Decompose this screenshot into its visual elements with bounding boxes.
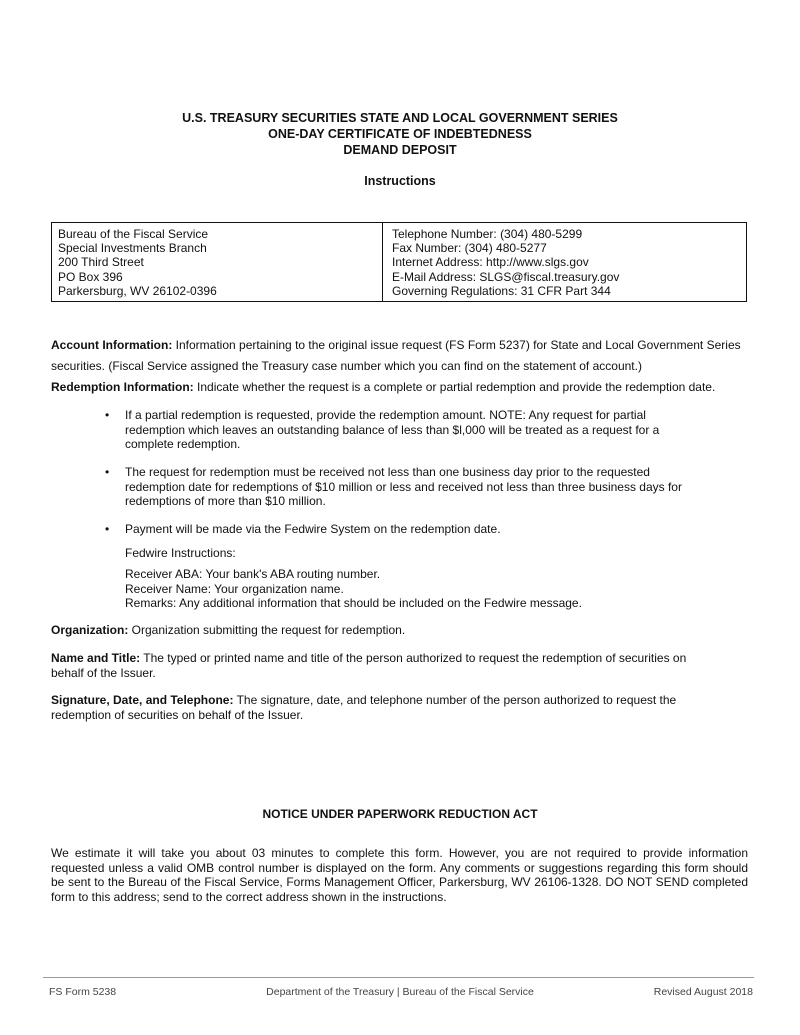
box-divider — [382, 223, 383, 301]
footer-agency: Department of the Treasury | Bureau of the Fiscal Service — [266, 986, 534, 998]
organization-text: Organization submitting the request for redemption. — [128, 623, 406, 637]
document-title-line-2: ONE-DAY CERTIFICATE OF INDEBTEDNESS — [268, 127, 532, 141]
bullet-icon: • — [105, 522, 110, 536]
account-information-text: Information pertaining to the original issue request (FS Form 5237) for State and Local Government Series — [172, 338, 741, 352]
paperwork-notice-text: We estimate it will take you about 03 minutes to complete this form. However, you are not required to provide information requested unless a valid OMB control number is displayed on the form. Any comments or suggestions regarding this form should be sent to the Bureau of the Fiscal Service, Forms Management Officer, Parkersburg, WV 26106-1328. DO NOT SEND completed form to this address; send to the correct address shown in the instructions. — [51, 846, 748, 904]
bullet-icon: • — [105, 465, 110, 479]
redemption-information-label: Redemption Information: — [51, 380, 194, 394]
fedwire-receiver-name: Receiver Name: Your organization name. — [125, 581, 344, 596]
organization-section — [51, 623, 751, 638]
document-title-line-1: U.S. TREASURY SECURITIES STATE AND LOCAL GOVERNMENT SERIES — [182, 111, 618, 125]
footer-divider — [43, 977, 754, 978]
fedwire-receiver-aba: Receiver ABA: Your bank's ABA routing number. — [125, 567, 381, 581]
instructions-heading: Instructions — [364, 174, 436, 188]
account-information-label: Account Information: — [51, 338, 173, 352]
fedwire-heading: Fedwire Instructions: — [125, 546, 236, 560]
redemption-information — [51, 380, 751, 395]
signature-text: The signature, date, and telephone number of the person authorized to request the redemption of securities on behalf of the Issuer. — [51, 693, 677, 722]
account-information — [51, 338, 751, 353]
internet-address: Internet Address: http://www.slgs.gov — [392, 255, 589, 270]
telephone-number: Telephone Number: (304) 480-5299 — [392, 227, 583, 241]
name-title-text: The typed or printed name and title of the person authorized to request the redemption of securities on behalf of the Issuer. — [51, 651, 687, 680]
address-line: Special Investments Branch — [58, 241, 207, 256]
fedwire-remarks: Remarks: Any additional information that should be included on the Fedwire message. — [125, 596, 582, 610]
organization-label: Organization: — [51, 623, 129, 637]
signature-label: Signature, Date, and Telephone: — [51, 693, 234, 707]
bullet-icon: • — [105, 408, 110, 422]
address-line: 200 Third Street — [58, 255, 144, 270]
fax-number: Fax Number: (304) 480-5277 — [392, 241, 547, 256]
name-title-label: Name and Title: — [51, 651, 141, 665]
contact-details — [392, 227, 619, 298]
bullet-timing: The request for redemption must be received not less than one business day prior to the requested redemption date for redemptions of $10 million or less and received not less than three business days for redemptions of more than $10 million. — [125, 465, 682, 508]
document-title-line-3: DEMAND DEPOSIT — [343, 143, 457, 157]
footer-form-number: FS Form 5238 — [49, 986, 117, 998]
bullet-fedwire-payment: Payment will be made via the Fedwire System on the redemption date. — [125, 522, 501, 536]
bullet-partial-redemption: If a partial redemption is requested, provide the redemption amount. NOTE: Any request for partial redemption which leaves an outstanding balance of less than $l,000 will be treated as a request for a complete redemption. — [125, 408, 660, 451]
redemption-information-text: Indicate whether the request is a complete or partial redemption and provide the redemption date. — [193, 380, 716, 394]
signature-section — [51, 693, 691, 722]
mailing-address — [58, 227, 217, 298]
email-address: E-Mail Address: SLGS@fiscal.treasury.gov — [392, 269, 620, 284]
address-line: Parkersburg, WV 26102-0396 — [58, 283, 217, 298]
account-information-continued: securities. (Fiscal Service assigned the Treasury case number which you can find on the statement of account.) — [51, 359, 642, 373]
footer-revision-date: Revised August 2018 — [653, 986, 753, 998]
address-line: Bureau of the Fiscal Service — [58, 227, 209, 241]
address-line: PO Box 396 — [58, 269, 123, 284]
contact-info-box — [51, 222, 747, 302]
paperwork-notice-heading: NOTICE UNDER PAPERWORK REDUCTION ACT — [262, 807, 538, 821]
name-title-section — [51, 651, 691, 680]
governing-regulations: Governing Regulations: 31 CFR Part 344 — [392, 283, 611, 298]
